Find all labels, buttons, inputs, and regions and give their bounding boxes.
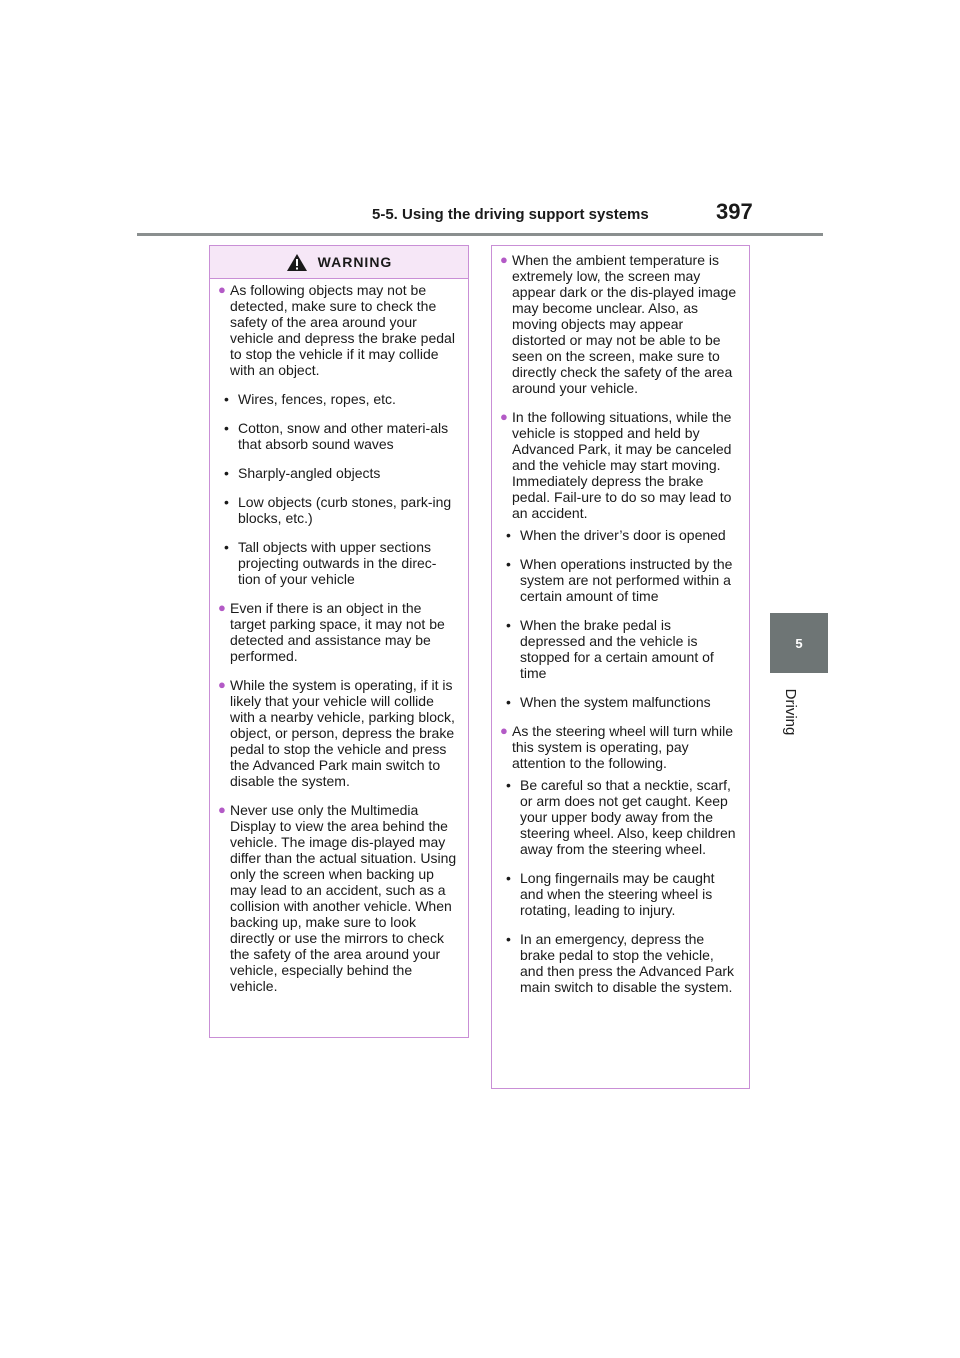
warning-box-continued bbox=[491, 245, 750, 1089]
warning-subpoint: • When the brake pedal is depressed and the vehicle is stopped for a certain amount of time bbox=[500, 617, 739, 681]
warning-subpoint: • When the system malfunctions bbox=[500, 694, 739, 710]
header-rule bbox=[137, 233, 823, 236]
warning-point: ● As the steering wheel will turn while this system is operating, pay attention to the following. bbox=[500, 723, 739, 771]
warning-subpoint: • When the driver’s door is opened bbox=[500, 527, 739, 543]
warning-subpoint: • Sharply-angled objects bbox=[218, 465, 458, 481]
warning-subpoint: • Wires, fences, ropes, etc. bbox=[218, 391, 458, 407]
chapter-label: Driving bbox=[782, 688, 799, 736]
warning-triangle-icon bbox=[286, 253, 308, 272]
warning-subpoint: • Cotton, snow and other materi-als that absorb sound waves bbox=[218, 420, 458, 452]
warning-point: ● When the ambient temperature is extremely low, the screen may appear dark or the dis-played image may become unclear. Also, as moving objects may appear distorted or may not be able to be seen on the screen, make sure to directly check the safety of the area around your vehicle. bbox=[500, 252, 739, 396]
warning-point: ● As following objects may not be detected, make sure to check the safety of the area around your vehicle and depress the brake pedal to stop the vehicle if it may collide with an object. bbox=[218, 282, 458, 378]
warning-point: ● Never use only the Multimedia Display to view the area behind the vehicle. The image dis-played may differ than the actual situation. Using only the screen when backing up may lead to an accident, such as a collision with another vehicle. When backing up, make sure to look directly or use the mirrors to check the safety of the area around your vehicle, especially behind the vehicle. bbox=[218, 802, 458, 994]
warning-point: ● While the system is operating, if it is likely that your vehicle will collide with a nearby vehicle, parking block, object, or person, depress the brake pedal to stop the vehicle and press the Advanced Park main switch to disable the system. bbox=[218, 677, 458, 789]
warning-point: ● In the following situations, while the vehicle is stopped and held by Advanced Park, it may be canceled and the vehicle may start moving. Immediately depress the brake pedal. Fail-ure to do so may lead to an accident. bbox=[500, 409, 739, 521]
chapter-tab: 5 bbox=[770, 613, 828, 673]
page-number: 397 bbox=[716, 199, 753, 224]
warning-subpoint: • In an emergency, depress the brake pedal to stop the vehicle, and then press the Advanced Park main switch to disable the system. bbox=[500, 931, 739, 995]
warning-content-right bbox=[492, 246, 749, 995]
warning-content-left bbox=[210, 279, 468, 994]
section-title: 5-5. Using the driving support systems bbox=[372, 206, 649, 223]
warning-point: ● Even if there is an object in the target parking space, it may not be detected and assistance may be performed. bbox=[218, 600, 458, 664]
warning-subpoint: • Low objects (curb stones, park-ing blocks, etc.) bbox=[218, 494, 458, 526]
warning-box bbox=[209, 245, 469, 1038]
warning-label: WARNING bbox=[317, 254, 393, 270]
warning-subpoint: • Tall objects with upper sections projecting outwards in the direc-tion of your vehicle bbox=[218, 539, 458, 587]
warning-subpoint: • Be careful so that a necktie, scarf, or arm does not get caught. Keep your upper body away from the steering wheel. Also, keep children away from the steering wheel. bbox=[500, 777, 739, 857]
warning-header bbox=[210, 246, 468, 279]
warning-subpoint: • When operations instructed by the system are not performed within a certain amount of time bbox=[500, 556, 739, 604]
warning-subpoint: • Long fingernails may be caught and when the steering wheel is rotating, leading to injury. bbox=[500, 870, 739, 918]
